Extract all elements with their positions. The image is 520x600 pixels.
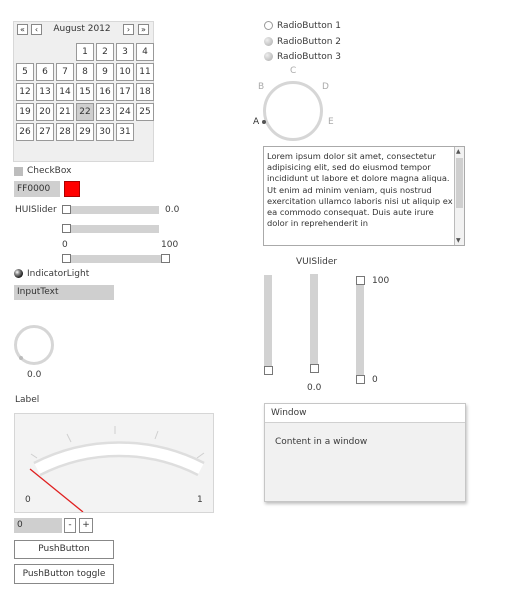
checkbox[interactable] (14, 167, 23, 176)
calendar-day-31[interactable]: 31 (116, 123, 134, 141)
number-decrement-button[interactable]: - (64, 518, 76, 533)
calendar-day-2[interactable]: 2 (96, 43, 114, 61)
calendar-day-26[interactable]: 26 (16, 123, 34, 141)
calendar-day-23[interactable]: 23 (96, 103, 114, 121)
calendar-day-24[interactable]: 24 (116, 103, 134, 121)
next-month-button[interactable]: › (123, 24, 134, 35)
knob-marker-icon (19, 356, 23, 360)
calendar-day-17[interactable]: 17 (116, 83, 134, 101)
calendar[interactable] (13, 21, 154, 162)
plain-slider-handle[interactable] (62, 224, 71, 233)
calendar-day-27[interactable]: 27 (36, 123, 54, 141)
hslider-track[interactable] (62, 206, 159, 214)
knob[interactable] (14, 325, 54, 365)
radio-3-label: RadioButton 3 (277, 52, 342, 62)
radio-3[interactable] (264, 52, 273, 61)
window-title: Window (271, 408, 307, 418)
calendar-day-16[interactable]: 16 (96, 83, 114, 101)
calendar-day-7[interactable]: 7 (56, 63, 74, 81)
selector-option-e[interactable]: E (328, 117, 334, 127)
calendar-day-12[interactable]: 12 (16, 83, 34, 101)
knob-value: 0.0 (27, 370, 42, 380)
selector-option-a[interactable]: A (253, 117, 260, 127)
prev-month-button[interactable]: ‹ (31, 24, 42, 35)
calendar-day-10[interactable]: 10 (116, 63, 134, 81)
calendar-day-28[interactable]: 28 (56, 123, 74, 141)
calendar-day-9[interactable]: 9 (96, 63, 114, 81)
color-swatch[interactable] (64, 181, 80, 197)
vslider-3-handle[interactable] (356, 375, 365, 384)
calendar-day-29[interactable]: 29 (76, 123, 94, 141)
color-hex-field[interactable]: FF0000 (14, 181, 60, 197)
gauge-min-label: 0 (25, 495, 31, 505)
number-box-field[interactable]: 0 (14, 518, 62, 533)
gauge-max-label: 1 (197, 495, 203, 505)
vslider-2-handle[interactable] (310, 364, 319, 373)
calendar-day-4[interactable]: 4 (136, 43, 154, 61)
calendar-day-19[interactable]: 19 (16, 103, 34, 121)
vslider-3-top-handle[interactable] (356, 276, 365, 285)
selector-knob[interactable] (263, 81, 323, 141)
calendar-day-1[interactable]: 1 (76, 43, 94, 61)
text-area-scrollbar[interactable] (454, 147, 464, 245)
selector-knob-marker-icon (262, 120, 266, 124)
calendar-day-8[interactable]: 8 (76, 63, 94, 81)
window-content: Content in a window (275, 437, 368, 447)
input-text-field[interactable]: InputText (14, 285, 114, 300)
indicator-label: IndicatorLight (27, 269, 90, 279)
vslider-value: 0.0 (307, 383, 322, 393)
vslider-3-track[interactable] (356, 276, 364, 384)
number-increment-button[interactable]: + (79, 518, 93, 533)
calendar-day-18[interactable]: 18 (136, 83, 154, 101)
plain-slider-track[interactable] (62, 225, 159, 233)
vslider-2-track[interactable] (310, 274, 318, 373)
prev-year-button[interactable]: « (17, 24, 28, 35)
vslider-1-handle[interactable] (264, 366, 273, 375)
vslider-1-track[interactable] (264, 275, 272, 375)
scroll-up-icon[interactable]: ▲ (456, 148, 461, 155)
selector-option-c[interactable]: C (290, 66, 297, 76)
text-area[interactable] (263, 146, 465, 246)
next-year-button[interactable]: » (138, 24, 149, 35)
scroll-thumb[interactable] (456, 158, 463, 208)
selector-option-d[interactable]: D (322, 82, 329, 92)
calendar-day-14[interactable]: 14 (56, 83, 74, 101)
radio-2[interactable] (264, 37, 273, 46)
range-high-handle[interactable] (161, 254, 170, 263)
window-panel[interactable] (264, 403, 466, 502)
range-max-label: 100 (161, 240, 179, 250)
indicator-light-icon (14, 269, 23, 278)
range-slider-track[interactable] (62, 255, 170, 263)
window-titlebar[interactable] (265, 404, 465, 423)
gauge-dial (15, 414, 213, 512)
calendar-day-5[interactable]: 5 (16, 63, 34, 81)
calendar-day-11[interactable]: 11 (136, 63, 154, 81)
hslider-value: 0.0 (165, 205, 180, 215)
radio-2-label: RadioButton 2 (277, 37, 342, 47)
calendar-day-6[interactable]: 6 (36, 63, 54, 81)
radio-1-label: RadioButton 1 (277, 21, 342, 31)
hslider-handle[interactable] (62, 205, 71, 214)
vslider-title: VUISlider (296, 257, 338, 267)
calendar-day-21[interactable]: 21 (56, 103, 74, 121)
calendar-day-15[interactable]: 15 (76, 83, 94, 101)
push-button-toggle[interactable]: PushButton toggle (14, 564, 114, 584)
static-label: Label (15, 395, 40, 405)
calendar-day-20[interactable]: 20 (36, 103, 54, 121)
radio-1[interactable] (264, 21, 273, 30)
calendar-month-title: August 2012 (53, 24, 111, 34)
vslider-min-label: 0 (372, 375, 378, 385)
scroll-down-icon[interactable]: ▼ (456, 237, 461, 244)
push-button[interactable]: PushButton (14, 540, 114, 559)
selector-option-b[interactable]: B (258, 82, 265, 92)
calendar-day-25[interactable]: 25 (136, 103, 154, 121)
checkbox-label: CheckBox (27, 166, 72, 176)
calendar-day-22[interactable]: 22 (76, 103, 94, 121)
calendar-day-3[interactable]: 3 (116, 43, 134, 61)
text-area-content: Lorem ipsum dolor sit amet, consectetur adipisicing elit, sed do eiusmod tempor incididunt ut labore et dolore magna aliqua. Ut enim ad minim veniam, quis nostrud exercitation ullamco laboris nisi ut aliquip ex ea commodo consequat. Duis aute irure dolor in reprehenderit in (267, 151, 453, 229)
vslider-max-label: 100 (372, 276, 390, 286)
range-min-label: 0 (62, 240, 68, 250)
calendar-day-30[interactable]: 30 (96, 123, 114, 141)
gauge-needle (30, 469, 83, 512)
gauge (14, 413, 214, 513)
hslider-label: HUISlider (15, 205, 57, 215)
range-low-handle[interactable] (62, 254, 71, 263)
calendar-day-13[interactable]: 13 (36, 83, 54, 101)
